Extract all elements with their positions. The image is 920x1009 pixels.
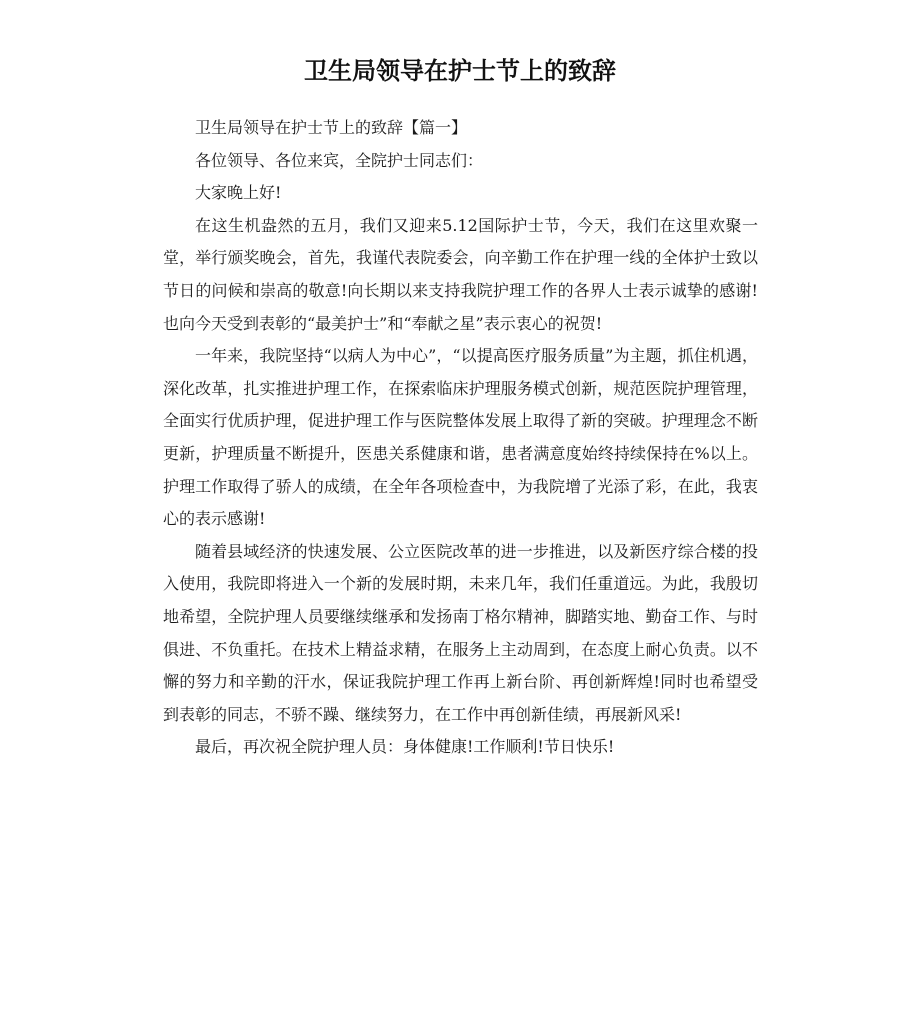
body-paragraph: 随着县域经济的快速发展、公立医院改革的进一步推进，以及新医疗综合楼的投入使用，我院即将进入一个新的发展时期，未来几年，我们任重道远。为此，我殷切地希望，全院护理人员要继续继承和发扬南丁格尔精神，脚踏实地、勤奋工作、与时俱进、不负重托。在技术上精益求精，在服务上主动周到，在态度上耐心负责。以不懈的努力和辛勤的汗水，保证我院护理工作再上新台阶、再创新辉煌!同时也希望受到表彰的同志，不骄不躁、继续努力，在工作中再创新佳绩，再展新风采!	[163, 541, 758, 724]
greeting: 大家晚上好!	[195, 183, 282, 203]
closing-paragraph: 最后，再次祝全院护理人员：身体健康!工作顺利!节日快乐!	[195, 737, 615, 757]
page-title: 卫生局领导在护士节上的致辞	[304, 57, 616, 85]
salutation: 各位领导、各位来宾，全院护士同志们：	[195, 150, 484, 170]
document-body	[163, 112, 758, 764]
body-paragraph: 一年来，我院坚持“以病人为中心”，“以提高医疗服务质量”为主题，抓住机遇，深化改革，扎实推进护理工作，在探索临床护理服务模式创新，规范医院护理管理，全面实行优质护理，促进护理工作与医院整体发展上取得了新的突破。护理理念不断更新，护理质量不断提升，医患关系健康和谐，患者满意度始终持续保持在%以上。护理工作取得了骄人的成绩，在全年各项检查中，为我院增了光添了彩，在此，我衷心的表示感谢!	[163, 346, 758, 529]
body-paragraph: 在这生机盎然的五月，我们又迎来5.12国际护士节，今天，我们在这里欢聚一堂，举行颁奖晚会，首先，我谨代表院委会，向辛勤工作在护理一线的全体护士致以节日的问候和崇高的敬意!向长期以来支持我院护理工作的各界人士表示诚挚的感谢!也向今天受到表彰的“最美护士”和“奉献之星”表示衷心的祝贺!	[163, 215, 758, 333]
section-heading: 卫生局领导在护士节上的致辞【篇一】	[195, 118, 468, 137]
